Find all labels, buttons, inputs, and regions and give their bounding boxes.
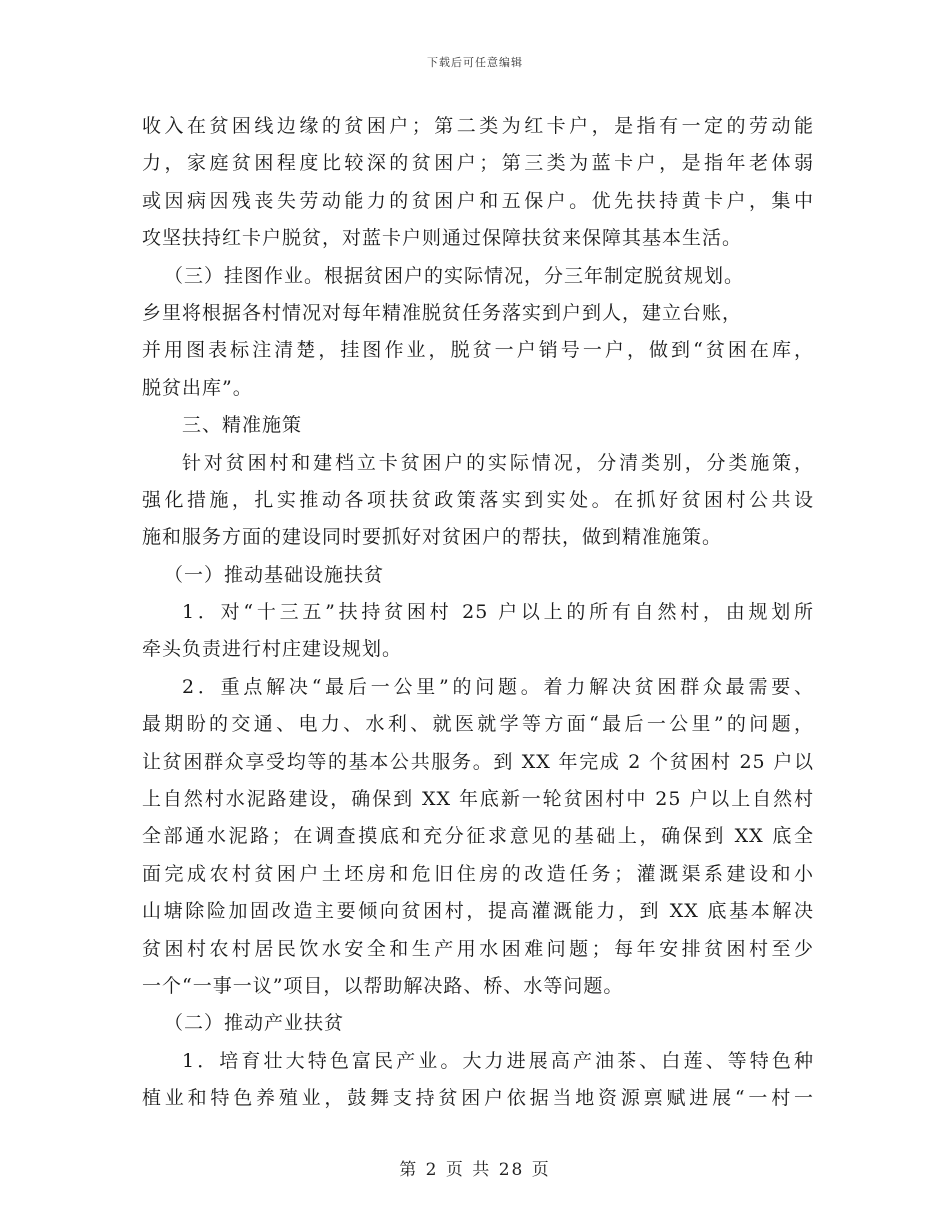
text-line: 乡里将根据各村情况对每年精准脱贫任务落实到户到人，建立台账，: [142, 301, 743, 324]
text-line: 植业和特色养殖业，鼓舞支持贫困户依据当地资源禀赋进展“一村一: [142, 1087, 814, 1110]
text-line: 牵头负责进行村庄建设规划。: [142, 638, 403, 661]
text-line: 上自然村水泥路建设，确保到 XX 年底新一轮贫困村中 25 户以上自然村: [142, 788, 814, 811]
text-line: 让贫困群众享受均等的基本公共服务。到 XX 年完成 2 个贫困村 25 户以: [142, 750, 814, 773]
text-line: （二）推动产业扶贫: [164, 1012, 345, 1035]
page-number: 第 2 页 共 28 页: [399, 1160, 551, 1180]
text-line: 收入在贫困线边缘的贫困户；第二类为红卡户，是指有一定的劳动能: [142, 115, 814, 137]
text-line: （三）挂图作业。根据贫困户的实际情况，分三年制定脱贫规划。: [164, 264, 745, 287]
text-line: 2．重点解决“最后一公里”的问题。着力解决贫困群众最需要、: [182, 675, 814, 698]
text-line: 三、精准施策: [182, 414, 303, 437]
text-line: 面完成农村贫困户土坯房和危旧住房的改造任务；灌溉渠系建设和小: [142, 862, 814, 885]
text-line: 1．培育壮大特色富民产业。大力进展高产油茶、白莲、等特色种: [182, 1049, 814, 1072]
text-line: 攻坚扶持红卡户脱贫，对蓝卡户则通过保障扶贫来保障其基本生活。: [142, 227, 743, 250]
text-line: 强化措施，扎实推动各项扶贫政策落实到实处。在抓好贫困村公共设: [142, 488, 814, 511]
text-line: 针对贫困村和建档立卡贫困户的实际情况，分清类别，分类施策，: [182, 451, 814, 474]
text-line: 一个“一事一议”项目，以帮助解决路、桥、水等问题。: [142, 974, 624, 997]
text-line: 脱贫出库”。: [142, 376, 253, 399]
document-body: [142, 108, 814, 1118]
text-line: 贫困村农村居民饮水安全和生产用水困难问题；每年安排贫困村至少: [142, 937, 814, 960]
page-header-note: 下载后可任意编辑: [427, 56, 523, 69]
text-line: （一）推动基础设施扶贫: [164, 563, 385, 586]
text-line: 山塘除险加固改造主要倾向贫困村，提高灌溉能力，到 XX 底基本解决: [142, 900, 814, 923]
text-line: 全部通水泥路；在调查摸底和充分征求意见的基础上，确保到 XX 底全: [142, 825, 814, 848]
text-line: 力，家庭贫困程度比较深的贫困户；第三类为蓝卡户，是指年老体弱: [142, 152, 814, 175]
text-line: 1．对“十三五”扶持贫困村 25 户以上的所有自然村，由规划所: [182, 601, 814, 624]
text-line: 并用图表标注清楚，挂图作业，脱贫一户销号一户，做到“贫困在库，: [142, 339, 814, 362]
text-line: 或因病因残丧失劳动能力的贫困户和五保户。优先扶持黄卡户，集中: [142, 189, 814, 212]
text-line: 最期盼的交通、电力、水利、就医就学等方面“最后一公里”的问题，: [142, 713, 814, 736]
text-line: 施和服务方面的建设同时要抓好对贫困户的帮扶，做到精准施策。: [142, 526, 723, 549]
